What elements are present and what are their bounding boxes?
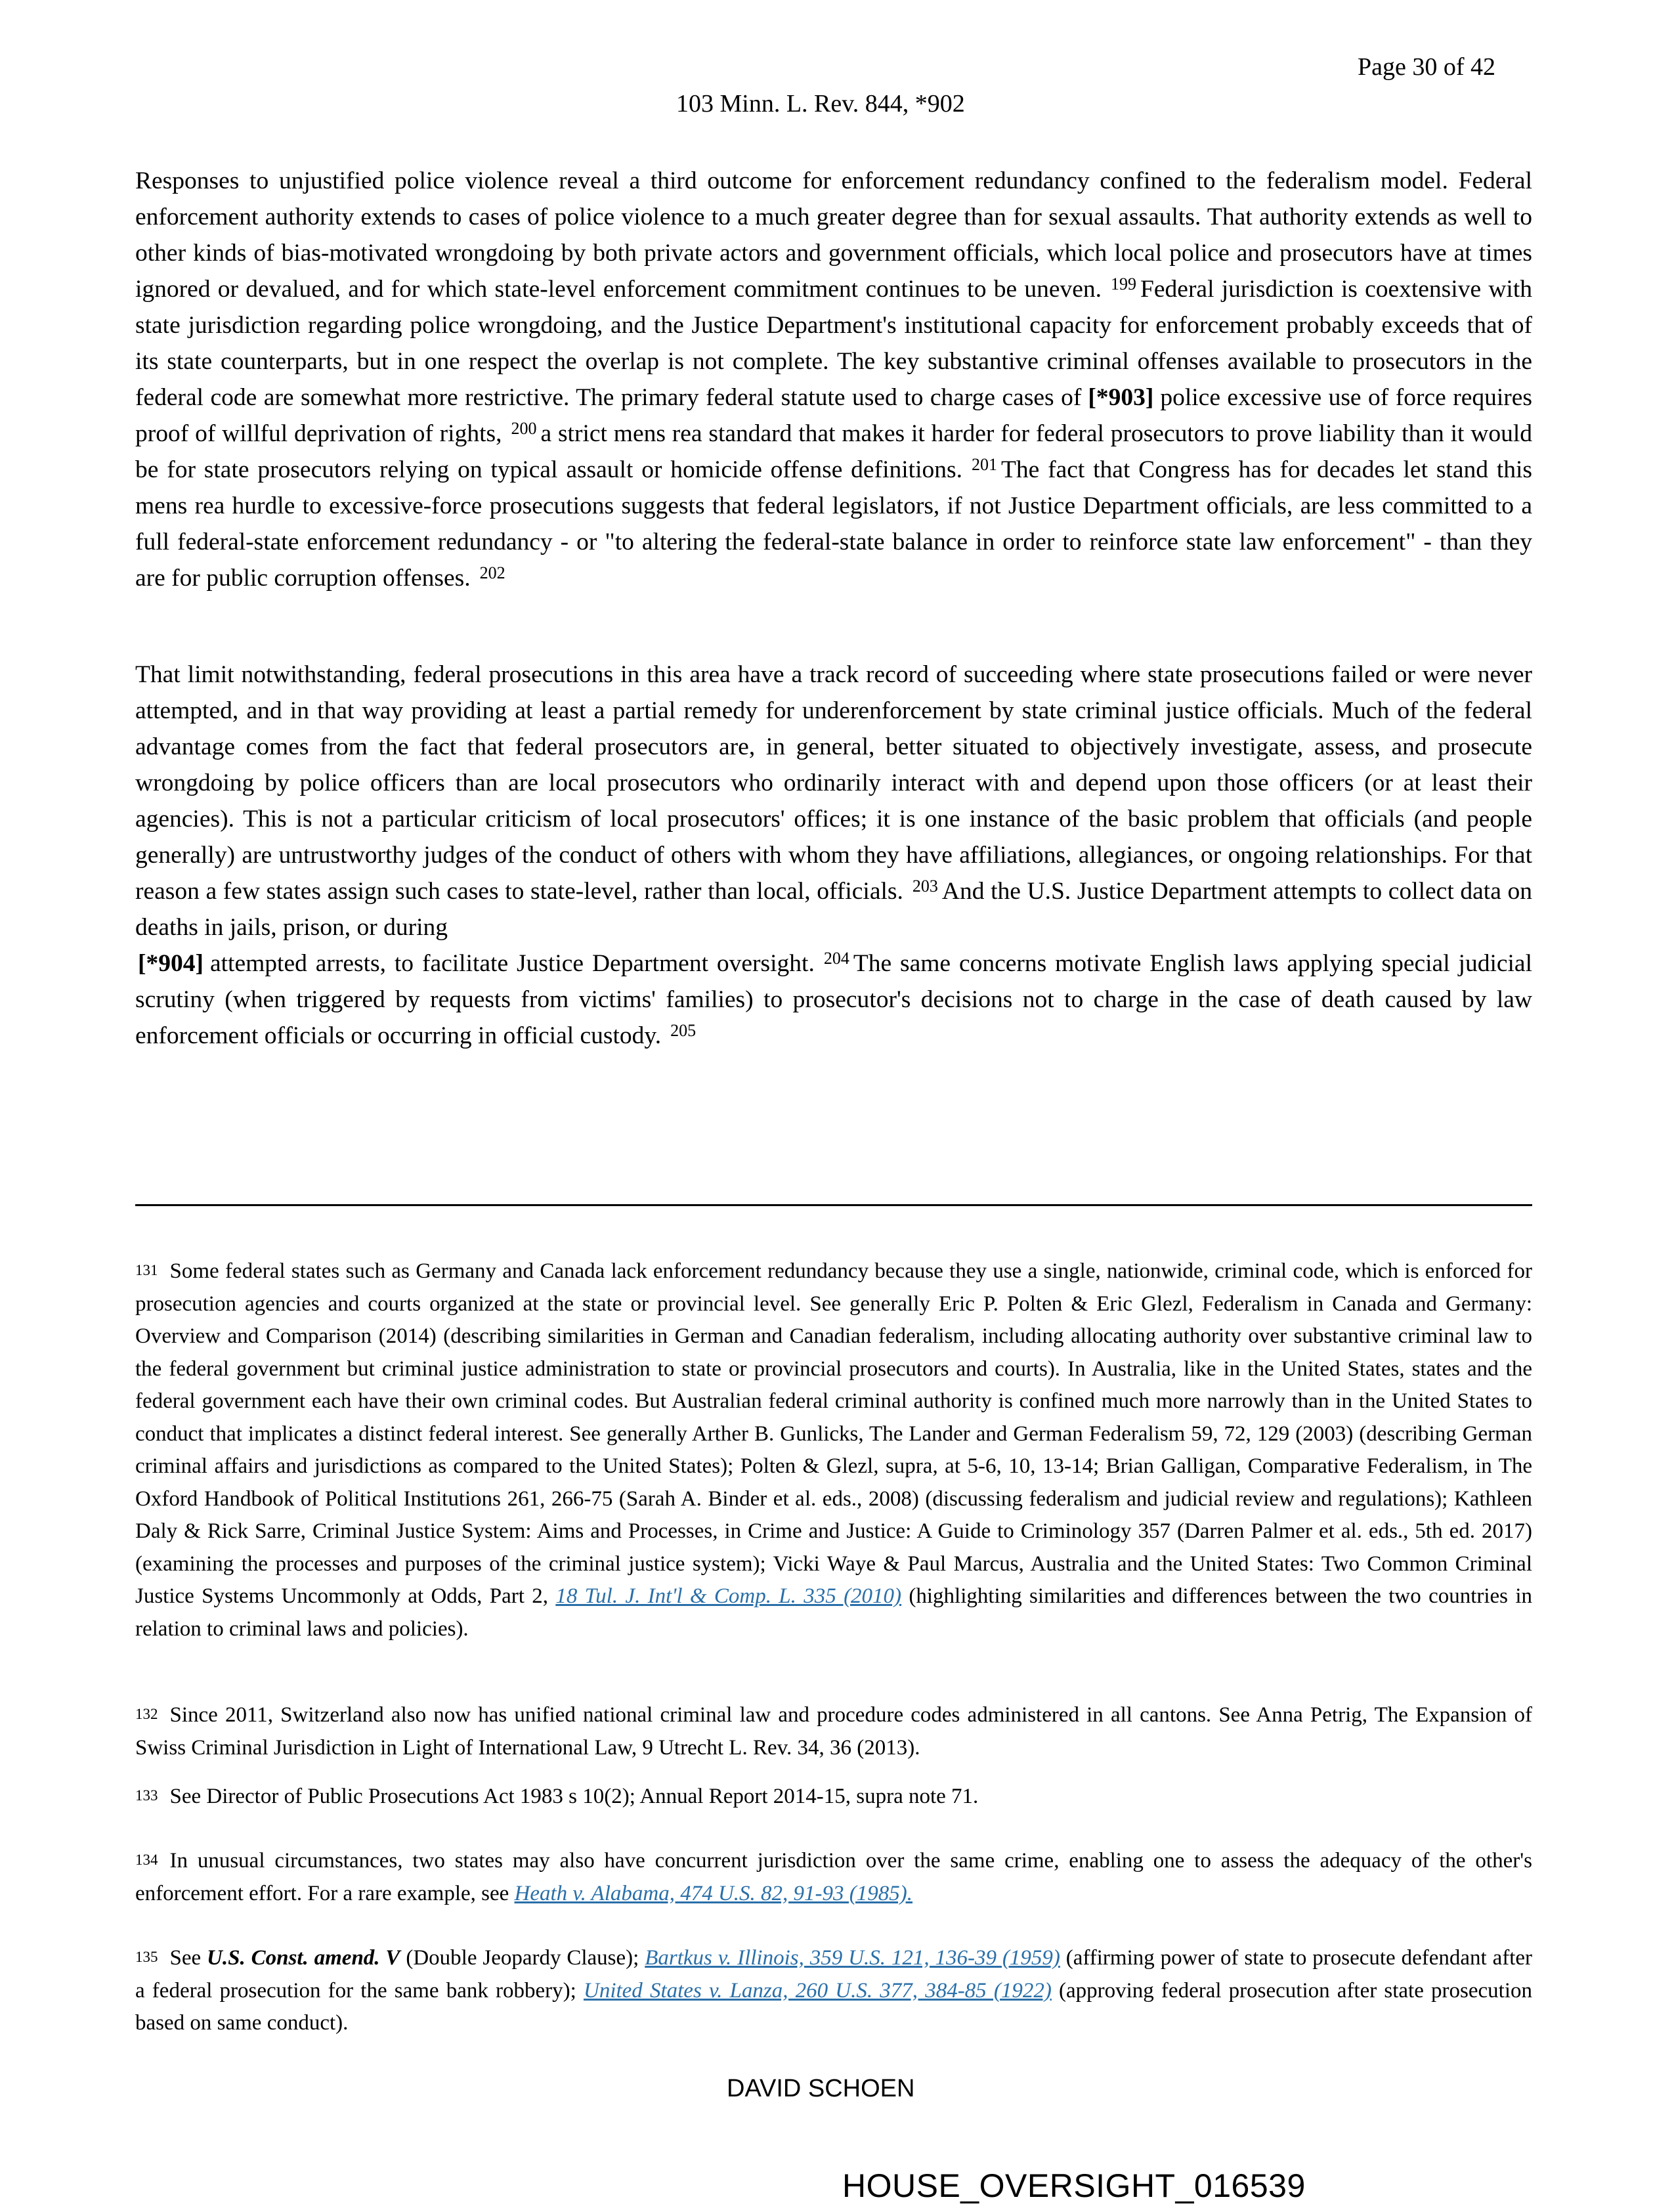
- citation-link[interactable]: United States v. Lanza, 260 U.S. 377, 384-85 (1922): [583, 1978, 1052, 2003]
- paragraph-text: attempted arrests, to facilitate Justice Department oversight.: [209, 950, 815, 977]
- paragraph-text: And the U.S. Justice Department attempts to collect data on deaths in jails, prison, or during: [135, 878, 1532, 941]
- footnote-number: 131: [135, 1262, 158, 1278]
- citation-link[interactable]: Bartkus v. Illinois, 359 U.S. 121, 136-39 (1959): [645, 1946, 1060, 1970]
- footnote-number: 135: [135, 1949, 158, 1965]
- footnote-text: (approving federal prosecution after state prosecution based on same conduct).: [135, 1978, 1532, 2035]
- footnote-text: (affirming power of state to prosecute defendant after a federal prosecution for the same bank robbery);: [135, 1946, 1533, 2003]
- footnote-text: See Director of Public Prosecutions Act 1983 s 10(2); Annual Report 2014-15, supra note 71.: [169, 1785, 979, 1808]
- footnote-text: Some federal states such as Germany and Canada lack enforcement redundancy because they use a single, nationwide, criminal code, which is enforced for prosecution agencies and courts organized at the state or provincial level. See generally Eric P. Polten & Eric Glezl, Federalism in Canada and Germany: Overview and Comparison (2014) (describing similarities in German and Canadian federalism, including allocating authority over substantive criminal law to the federal government but criminal justice administration to state or provincial prosecutors and courts). In Australia, like in the United States, states and the federal government each have their own criminal codes. But Australian federal criminal authority is confined much more narrowly than in the United States to conduct that implicates a distinct federal interest. See generally Arther B. Gunlicks, The Lander and German Federalism 59, 72, 129 (2003) (describing German criminal affairs and jurisdictions as compared to the United States); Polten & Glezl, supra, at 5-6, 10, 13-14; Brian Galligan, Comparative Federalism, in The Oxford Handbook of Political Institutions 261, 266-75 (Sarah A. Binder et al. eds., 2008) (discussing federalism and judicial review and regulations); Kathleen Daly & Rick Sarre, Criminal Justice System: Aims and Processes, in Crime and Justice: A Guide to Criminology 357 (Darren Palmer et al. eds., 5th ed. 2017) (examining the processes and purposes of the criminal justice system); Vicki Waye & Paul Marcus, Australia and the United States: Two Common Criminal Justice Systems Uncommonly at Odds, Part 2,: [135, 1259, 1532, 1608]
- paragraph-text: a strict mens rea standard that makes it harder for federal prosecutors to prove liability than it would be for state prosecutors relying on typical assault or homicide offense definitions.: [135, 420, 1532, 483]
- page-indicator: Page 30 of 42: [1358, 53, 1496, 81]
- footnote-ref-205[interactable]: 205: [670, 1021, 697, 1040]
- body-paragraph-1: [135, 163, 1532, 596]
- constitution-citation: U.S. Const. amend. V: [207, 1946, 400, 1970]
- footnote-text: (highlighting similarities and differences between the two countries in relation to criminal laws and policies).: [135, 1584, 1533, 1641]
- footnote-text: Since 2011, Switzerland also now has unified national criminal law and procedure codes administered in all cantons. See Anna Petrig, The Expansion of Swiss Criminal Jurisdiction in Light of International Law, 9 Utrecht L. Rev. 34, 36 (2013).: [135, 1703, 1532, 1760]
- footnote-131: [135, 1255, 1532, 1645]
- footnote-ref-200[interactable]: 200: [511, 419, 537, 438]
- running-head-citation: 103 Minn. L. Rev. 844, *902: [676, 90, 965, 118]
- footnote-ref-203[interactable]: 203: [912, 877, 938, 896]
- footnote-ref-201[interactable]: 201: [971, 455, 997, 474]
- footnote-number: 132: [135, 1706, 158, 1722]
- footnote-ref-204[interactable]: 204: [823, 949, 849, 968]
- footnote-number: 134: [135, 1852, 158, 1868]
- paragraph-text: The same concerns motivate English laws applying special judicial scrutiny (when triggered by requests from victims' families) to prosecutor's decisions not to charge in the case of death caused by law enforcement officials or occurring in official custody.: [135, 950, 1532, 1049]
- star-page-marker: [*904]: [138, 950, 204, 977]
- footnote-133: [135, 1781, 1532, 1813]
- footnote-text: In unusual circumstances, two states may also have concurrent jurisdiction over the same crime, enabling one to assess the adequacy of the other's enforcement effort. For a rare example, see: [135, 1849, 1532, 1905]
- footnote-text: See: [169, 1946, 202, 1970]
- paragraph-text: Responses to unjustified police violence reveal a third outcome for enforcement redundancy confined to the federalism model. Federal enforcement authority extends to cases of police violence to a much greater degree than for sexual assaults. That authority extends as well to other kinds of bias-motivated wrongdoing by both private actors and government officials, which local police and prosecutors have at times ignored or devalued, and for which state-level enforcement commitment continues to be uneven.: [135, 167, 1532, 303]
- star-page-marker: [*903]: [1088, 384, 1154, 411]
- footnote-ref-202[interactable]: 202: [479, 563, 505, 582]
- citation-link[interactable]: Heath v. Alabama, 474 U.S. 82, 91-93 (1985).: [514, 1881, 912, 1905]
- footer-author: DAVID SCHOEN: [727, 2075, 915, 2102]
- footnote-text: (Double Jeopardy Clause);: [406, 1946, 639, 1970]
- footnote-number: 133: [135, 1787, 158, 1804]
- paragraph-text: police excessive use of force requires proof of willful deprivation of rights,: [135, 384, 1532, 447]
- footnote-135: [135, 1942, 1532, 2040]
- bates-number: HOUSE_OVERSIGHT_016539: [842, 2167, 1306, 2204]
- footnote-divider: [135, 1204, 1532, 1206]
- footnote-ref-199[interactable]: 199: [1111, 274, 1137, 293]
- paragraph-text: The fact that Congress has for decades let stand this mens rea hurdle to excessive-force prosecutions suggests that federal legislators, if not Justice Department officials, are less committed to a full federal-state enforcement redundancy - or "to altering the federal-state balance in order to reinforce state law enforcement" - than they are for public corruption offenses.: [135, 456, 1532, 592]
- citation-link[interactable]: 18 Tul. J. Int'l & Comp. L. 335 (2010): [555, 1584, 902, 1608]
- body-paragraph-2: [135, 657, 1532, 1054]
- paragraph-text: Federal jurisdiction is coextensive with state jurisdiction regarding police wrongdoing, and the Justice Department's institutional capacity for enforcement probably exceeds that of its state counterparts, but in one respect the overlap is not complete. The key substantive criminal offenses available to prosecutors in the federal code are somewhat more restrictive. The primary federal statute used to charge cases of: [135, 276, 1533, 411]
- footnote-134: [135, 1845, 1532, 1910]
- footnote-132: [135, 1699, 1532, 1764]
- paragraph-text: That limit notwithstanding, federal prosecutions in this area have a track record of succeeding where state prosecutions failed or were never attempted, and in that way providing at least a partial remedy for underenforcement by state criminal justice officials. Much of the federal advantage comes from the fact that federal prosecutors are, in general, better situated to objectively investigate, assess, and prosecute wrongdoing by police officers than are local prosecutors who ordinarily interact with and depend upon those officers (or at least their agencies). This is not a particular criticism of local prosecutors' offices; it is one instance of the basic problem that officials (and people generally) are untrustworthy judges of the conduct of others with whom they have affiliations, allegiances, or ongoing relationships. For that reason a few states assign such cases to state-level, rather than local, officials.: [135, 661, 1532, 905]
